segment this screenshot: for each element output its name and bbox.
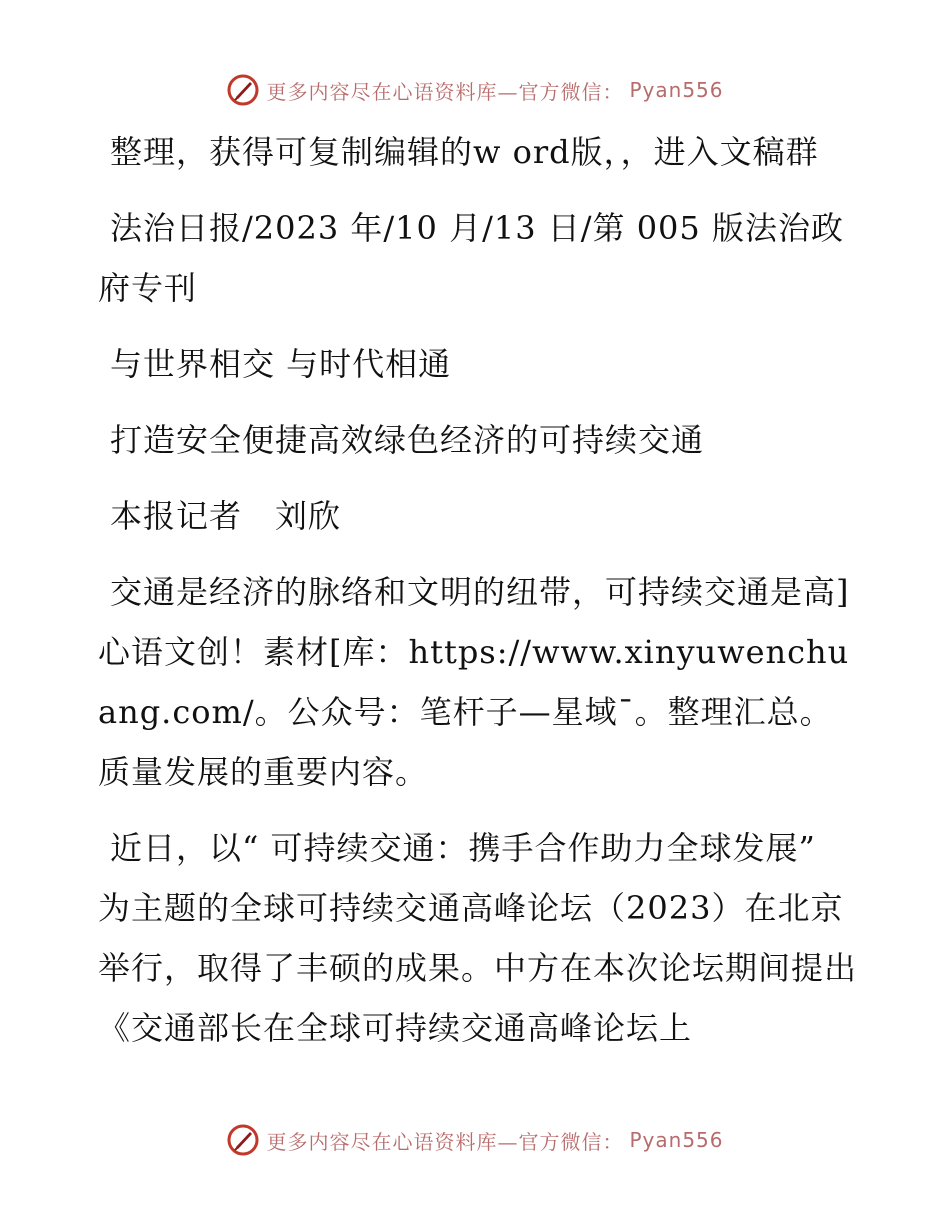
watermark-text: 更多内容尽在心语资料库—官方微信： (266, 79, 624, 104)
paragraph-body-1: 交通是经济的脉络和文明的纽带，可持续交通是高]心语文创！素材[库：https://www.xinyuwenchuang.com/。公众号：笔杆子—星域¯。整理汇总。质量发展的重要内容。 (98, 573, 850, 791)
paragraph-intro: 整理，获得可复制编辑的w ord版，，进入文稿群 (110, 133, 819, 171)
quill-circle-icon (226, 73, 260, 107)
header-watermark (0, 70, 950, 110)
document-body (98, 122, 858, 1074)
article-byline: 本报记者 刘欣 (110, 497, 342, 535)
article-headline: 与世界相交 与时代相通 (110, 345, 452, 383)
paragraph-source: 法治日报/2023 年/10 月/13 日/第 005 版法治政府专刊 (98, 209, 844, 307)
quill-circle-icon (226, 1123, 260, 1157)
article-subheadline: 打造安全便捷高效绿色经济的可持续交通 (110, 421, 705, 459)
footer-watermark (0, 1120, 950, 1160)
watermark-brand: Pyan556 (629, 78, 724, 102)
paragraph-body-2: 近日，以“ 可持续交通：携手合作助力全球发展” 为主题的全球可持续交通高峰论坛（2023）在北京举行，取得了丰硕的成果。中方在本次论坛期间提出《交通部长在全球可持续交通高峰论坛上 (98, 829, 858, 1047)
watermark-text: 更多内容尽在心语资料库—官方微信： (266, 1129, 624, 1154)
watermark-brand: Pyan556 (629, 1128, 724, 1152)
